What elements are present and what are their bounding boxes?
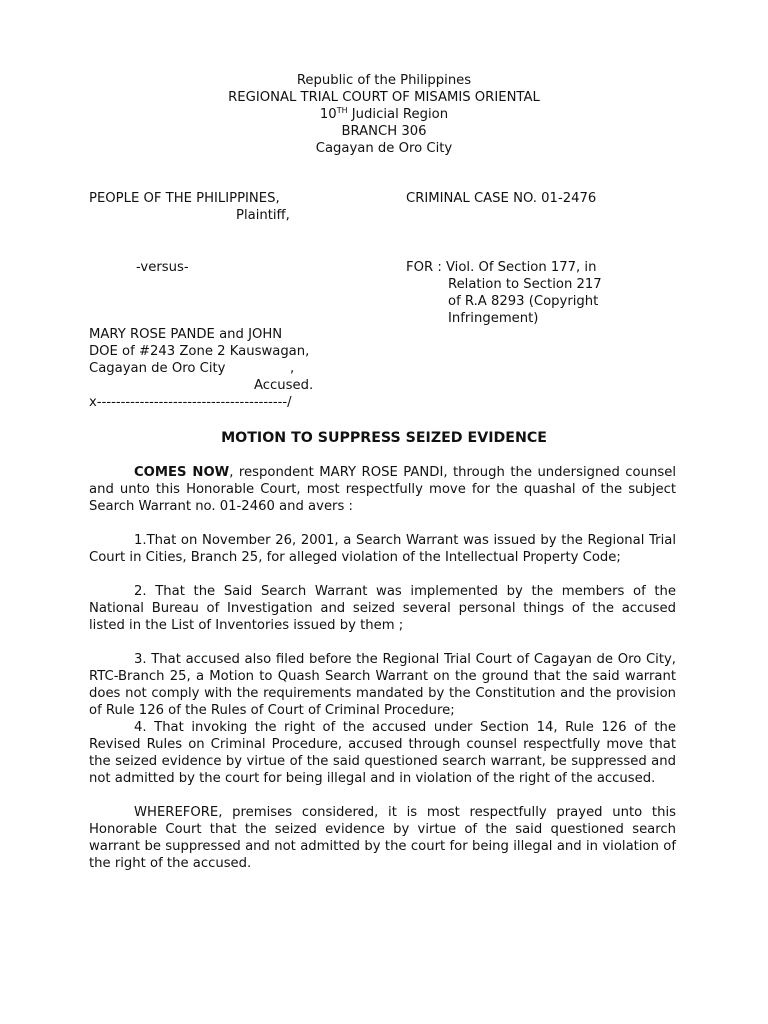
versus-label: -versus- bbox=[136, 260, 189, 275]
accused-line-3: Cagayan de Oro City bbox=[89, 361, 226, 376]
region-number: 10 bbox=[319, 107, 337, 122]
court-header bbox=[0, 72, 768, 157]
averment-4: 4. That invoking the right of the accused under Section 14, Rule 126 of the Revised Rules on Criminal Procedure, accused through counsel respectfully move that the seized evidence by virtue of the said questioned search warrant, be suppressed and not admitted by the court for being illegal and in violation of the right of the accused. bbox=[89, 720, 676, 786]
header-republic: Republic of the Philippines bbox=[296, 73, 472, 88]
plaintiff-role: Plaintiff, bbox=[236, 208, 290, 223]
intro-text: , respondent MARY ROSE PANDI, through the undersigned counsel and unto this Honorable Court, most respectfully move for the quashal of the subject Search Warrant no. 01-2460 and avers : bbox=[89, 465, 676, 514]
charge-line-4: Infringement) bbox=[448, 311, 539, 326]
region-label: Judicial Region bbox=[347, 107, 449, 122]
accused-line-1: MARY ROSE PANDE and JOHN bbox=[89, 327, 283, 342]
header-city: Cagayan de Oro City bbox=[315, 141, 453, 156]
averment-3: 3. That accused also filed before the Regional Trial Court of Cagayan de Oro City, RTC-Branch 25, a Motion to Quash Search Warrant on the ground that the said warrant does not comply with the requirements mandated by the Constitution and the provision of Rule 126 of the Rules of Court of Criminal Procedure; bbox=[89, 652, 676, 718]
prayer-paragraph: WHEREFORE, premises considered, it is most respectfully prayed unto this Honorable Court that the seized evidence by virtue of the said questioned search warrant be suppressed and not admitted by the court for being illegal and in violation of the right of the accused. bbox=[89, 805, 676, 871]
averment-1: 1.That on November 26, 2001, a Search Warrant was issued by the Regional Trial Court in Cities, Branch 25, for alleged violation of the Intellectual Property Code; bbox=[89, 533, 676, 565]
header-branch: BRANCH 306 bbox=[341, 124, 427, 139]
motion-title: MOTION TO SUPPRESS SEIZED EVIDENCE bbox=[221, 430, 547, 446]
region-ordinal: TH bbox=[336, 106, 348, 115]
accused-line-2: DOE of #243 Zone 2 Kauswagan, bbox=[89, 344, 310, 359]
comes-now-label: COMES NOW bbox=[134, 465, 230, 480]
intro-paragraph bbox=[89, 464, 676, 515]
header-region bbox=[0, 106, 768, 123]
plaintiff-name: PEOPLE OF THE PHILIPPINES, bbox=[89, 191, 280, 206]
accused-comma: , bbox=[290, 361, 295, 376]
averment-2: 2. That the Said Search Warrant was implemented by the members of the National Bureau of Investigation and seized several personal things of the accused listed in the List of Inventories issued by them ; bbox=[89, 584, 676, 633]
charge-line-3: of R.A 8293 (Copyright bbox=[448, 294, 599, 309]
caption-separator: x----------------------------------------/ bbox=[89, 395, 292, 410]
charge-line-1: FOR : Viol. Of Section 177, in bbox=[406, 260, 597, 275]
case-number: CRIMINAL CASE NO. 01-2476 bbox=[406, 191, 597, 206]
accused-role: Accused. bbox=[254, 378, 314, 393]
charge-line-2: Relation to Section 217 bbox=[448, 277, 602, 292]
header-court: REGIONAL TRIAL COURT OF MISAMIS ORIENTAL bbox=[228, 90, 540, 105]
